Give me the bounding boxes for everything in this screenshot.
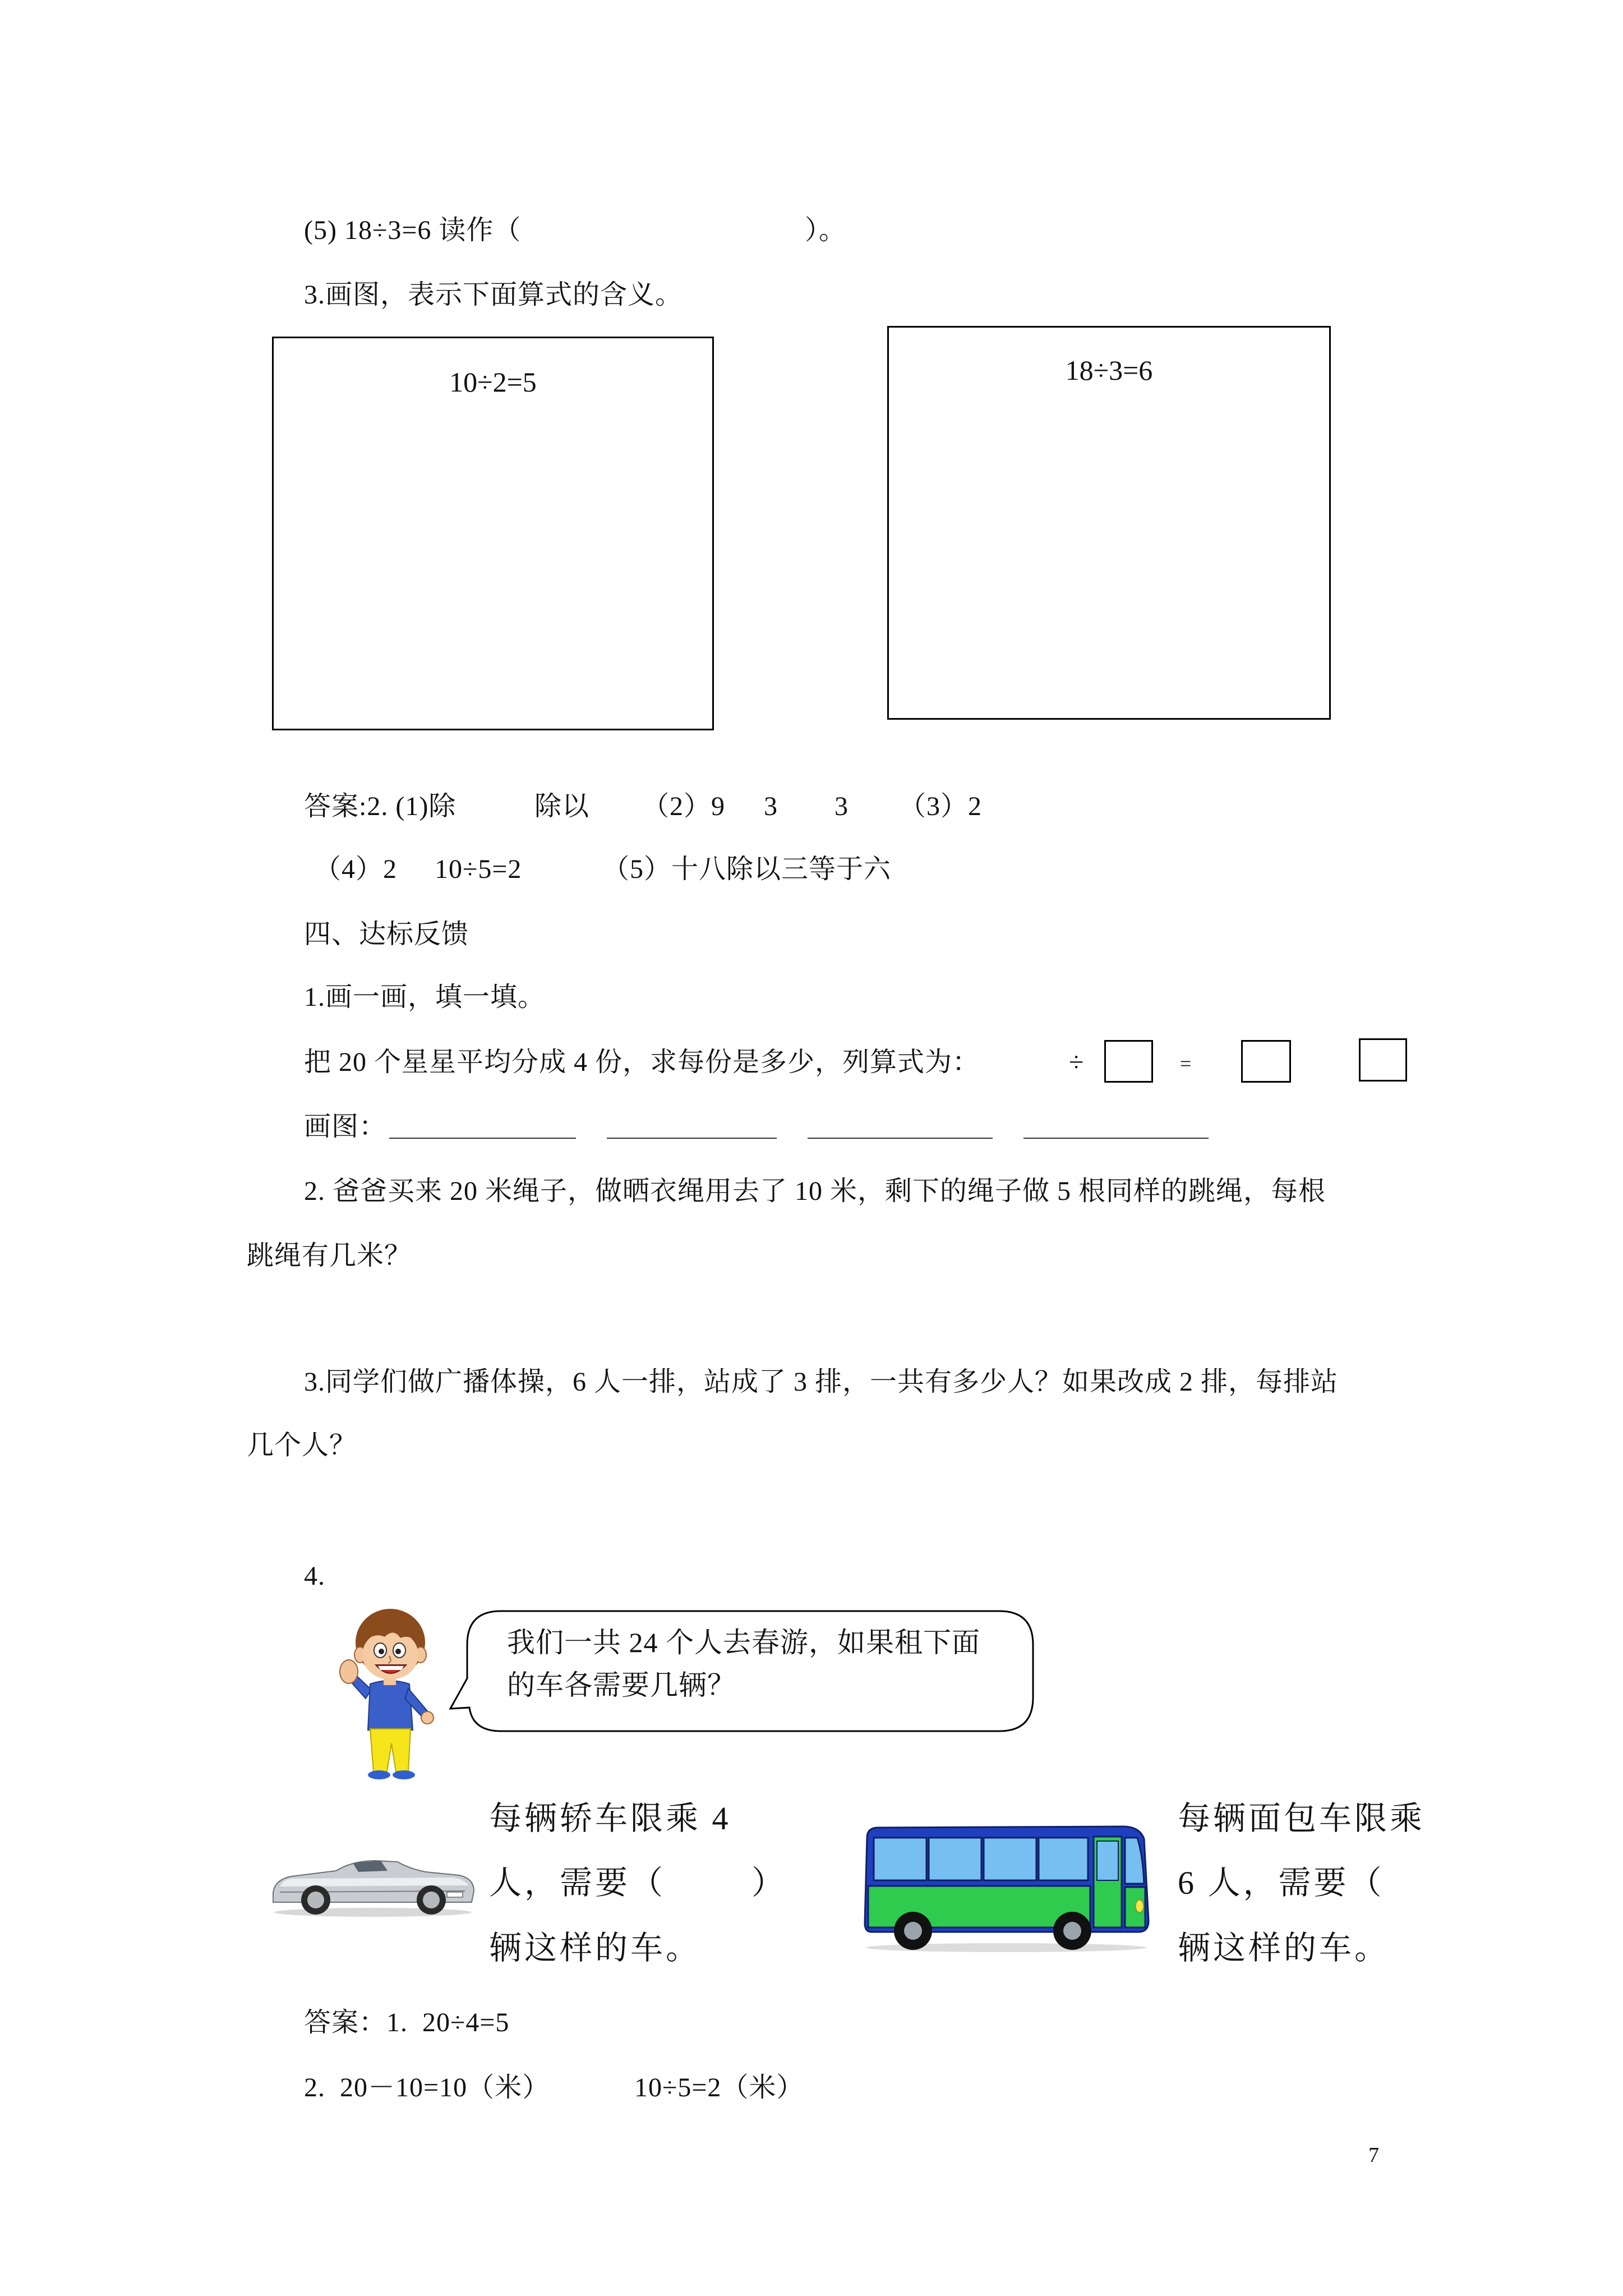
- drawing-box-left-equation: 10÷2=5: [449, 366, 537, 398]
- q1-divisor-box: [1104, 1040, 1153, 1083]
- answer-line1-seg3: （2）9: [642, 792, 726, 821]
- car-line3: 辆这样的车。: [489, 1930, 702, 1966]
- bus-icon: [859, 1822, 1153, 1954]
- q1-title: 1.画一画，填一填。: [304, 982, 546, 1012]
- waving-boy-icon: [338, 1605, 441, 1780]
- page-number: 7: [1368, 2143, 1379, 2167]
- q3-line2: 几个人？: [247, 1430, 357, 1460]
- q1-result-box: [1241, 1040, 1291, 1083]
- bus-line1: 每辆面包车限乘: [1178, 1800, 1426, 1837]
- q1-equals-sign: =: [1180, 1052, 1192, 1075]
- drawing-box-right: [887, 326, 1331, 720]
- q3-line1: 3.同学们做广播体操，6 人一排，站成了 3 排，一共有多少人？如果改成 2 排，每排站: [304, 1367, 1339, 1397]
- answer4-line1: 答案：1. 20÷4=5: [304, 2008, 510, 2037]
- answer-line1-seg2: 除以: [534, 792, 590, 821]
- bubble-line1: 我们一共 24 个人去春游，如果租下面: [507, 1627, 980, 1658]
- q4-number: 4.: [304, 1561, 325, 1591]
- q2-line1: 2. 爸爸买来 20 米绳子，做晒衣绳用去了 10 米，剩下的绳子做 5 根同样的跳绳，每根: [304, 1176, 1326, 1206]
- drawing-box-right-equation: 18÷3=6: [1065, 355, 1153, 386]
- drawing-box-left: [272, 337, 714, 730]
- answer4-line2-b: 10÷5=2（米）: [634, 2073, 804, 2102]
- q1-prompt: 把 20 个星星平均分成 4 份，求每份是多少，列算式为：: [304, 1047, 980, 1077]
- q3-draw-title: 3.画图，表示下面算式的含义。: [304, 280, 683, 310]
- q2-5-suffix: ）。: [805, 215, 847, 245]
- q1-draw-label: 画图：: [304, 1112, 387, 1142]
- answer-line1-seg5: 3: [834, 792, 849, 821]
- answer-line2-seg1: （4）2: [314, 854, 398, 884]
- draw-underline-1: [389, 1138, 576, 1139]
- q2-line2: 跳绳有几米？: [247, 1241, 412, 1271]
- answer4-line2-a: 2. 20－10=10（米）: [304, 2073, 550, 2102]
- q2-5-prefix: (5) 18÷3=6 读作（: [304, 215, 522, 245]
- bus-line3: 辆这样的车。: [1178, 1930, 1390, 1966]
- answer-line1-seg1: 答案:2. (1)除: [304, 792, 457, 821]
- draw-underline-4: [1023, 1138, 1209, 1139]
- bubble-line2: 的车各需要几辆？: [507, 1669, 736, 1701]
- car-line1: 每辆轿车限乘 4: [489, 1800, 731, 1837]
- draw-underline-2: [607, 1138, 777, 1139]
- bus-line2: 6 人，需要（: [1178, 1865, 1385, 1901]
- sedan-car-icon: [269, 1844, 477, 1917]
- section-heading: 四、达标反馈: [304, 919, 469, 949]
- answer-line1-seg6: （3）2: [899, 792, 983, 821]
- q1-extra-box: [1359, 1038, 1407, 1082]
- car-line2-close: ）: [751, 1865, 787, 1901]
- q1-divide-sign: ÷: [1069, 1047, 1085, 1077]
- draw-underline-3: [808, 1138, 993, 1139]
- car-line2: 人，需要（: [489, 1865, 666, 1901]
- answer-line2-seg2: 10÷5=2: [435, 854, 522, 884]
- answer-line2-seg3: （5）十八除以三等于六: [602, 854, 892, 884]
- answer-line1-seg4: 3: [764, 792, 778, 821]
